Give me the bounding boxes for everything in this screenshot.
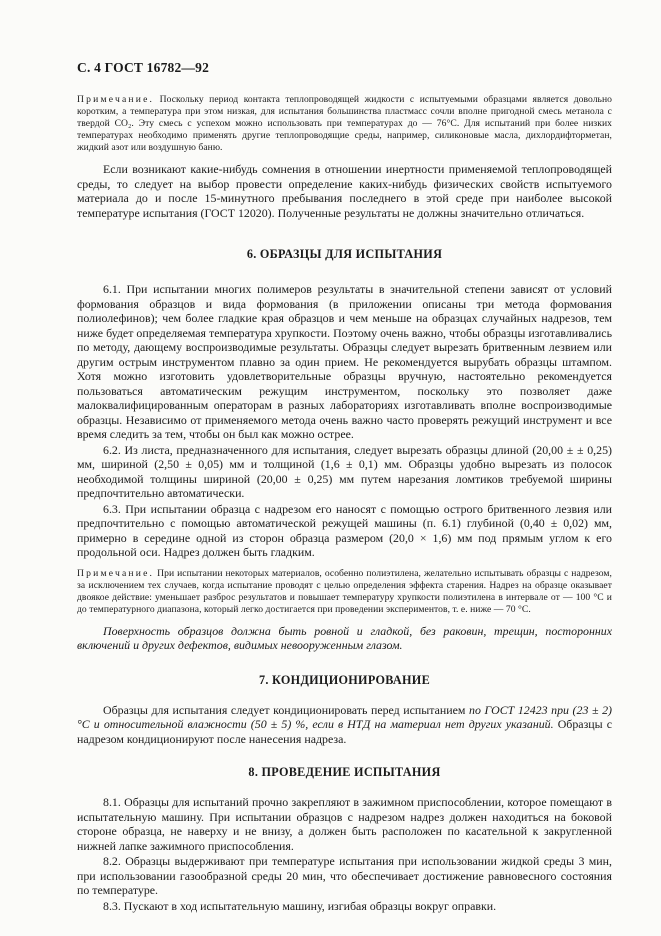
paragraph-inertness: Если возникают какие-нибудь сомнения в отношении инертности применяемой теплопроводящей среды, то следует на выбор провести определение каких-нибудь физических свойств испытуемого материала до и после 15-минутного пребывания последнего в этой среде при наиболее высокой температуре испытания (ГОСТ 12020). Полученные результаты не должны значительно отличаться. bbox=[77, 162, 612, 220]
section-8-heading: 8. ПРОВЕДЕНИЕ ИСПЫТАНИЯ bbox=[248, 765, 441, 779]
note-text: При испытании некоторых материалов, особенно полиэтилена, желательно испытывать образцы с надрезом, за исключением тех случаев, когда испытание проводят с целью определения эффекта старения. Надрез на образце оказывает двоякое действие: уменьшает разброс результатов и повышает температуру хрупкости полиэтилена в интервале от — 100 °С и до температурного диапазона, который легко достигается при проведении экспериментов, т. е. ниже — 70 °С. bbox=[77, 567, 612, 615]
paragraph-6-1: 6.1. При испытании многих полимеров результаты в значительной степени зависят от условий формования образцов и вида формования (в приложении описаны три метода формования полиолефинов); чем более гладкие края образцов и чем меньше на образцах случайных надрезов, тем ниже будет определяемая температура хрупкости. Поэтому очень важно, чтобы образцы изготавливались по методу, дающему воспроизводимые результаты. Образцы следует вырезать бритвенным лезвием или другим острым инструментом плавно за один прием. Не рекомендуется вырубать образцы штампом. Хотя можно изготовить удовлетворительные образцы вручную, настоятельно рекомендуется пользоваться автоматическим режущим инструментом, поскольку это позволяет даже малоквалифицированным операторам в разных лабораториях изготавливать вполне воспроизводимые образцы. Независимо от применяемого метода очень важно часто проверять режущий инструмент и все время следить за тем, чтобы он был как можно острее. bbox=[77, 282, 612, 441]
page-content bbox=[77, 94, 612, 913]
section-7-heading: 7. КОНДИЦИОНИРОВАНИЕ bbox=[258, 672, 431, 687]
text-standard-ref: по ГОСТ 12423 при (23 ± 2) °С и относительной влажности (50 ± 5) %, если в НТД на материал нет других указаний. bbox=[77, 702, 612, 731]
paragraph-7 bbox=[77, 703, 612, 747]
paragraph-6-3: 6.3. При испытании образца с надрезом его наносят с помощью острого бритвенного лезвия или предпочтительно с помощью автоматической режущей машины (п. 6.1) глубиной (0,40 ± 0,02) мм, примерно в середине одной из сторон образца размером (20,0 × 1,6) мм под прямым углом к его продольной оси. Надрез должен быть гладким. bbox=[77, 501, 612, 559]
note-notch bbox=[77, 568, 612, 616]
text-part: Образцы с надрезом кондиционируют после нанесения надреза. bbox=[77, 717, 613, 746]
text-part: Образцы для испытания следует кондиционировать перед испытанием bbox=[103, 702, 470, 717]
paragraph-surface: Поверхность образцов должна быть ровной и гладкой, без раковин, трещин, посторонних включений и других дефектов, видимых невооруженным глазом. bbox=[77, 623, 612, 652]
paragraph-8-2: 8.2. Образцы выдерживают при температуре испытания при использовании жидкой среды 3 мин, при использовании газообразной среды 20 мин, что обеспечивает достижение равновесного состояния по температуре. bbox=[77, 854, 612, 897]
note-text: Поскольку период контакта теплопроводящей жидкости с испытуемыми образцами является довольно коротким, а температура при этом низкая, для испытания большинства пластмасс сочли вполне пригодной смесь метанола с твердой CO₂. Эту смесь с успехом можно использовать при температурах до — 76°С. Для испытаний при более низких температурах необходимо применять другие теплопроводящие среды, например, силиконовые масла, дихлордифторметан, жидкий азот или воздушную баню. bbox=[77, 94, 612, 153]
page-header: С. 4 ГОСТ 16782—92 bbox=[77, 60, 210, 75]
paragraph-6-2: 6.2. Из листа, предназначенного для испытания, следует вырезать образцы длиной (20,00 ± ± 0,25) мм, шириной (2,50 ± 0,05) мм и толщиной (1,6 ± 0,1) мм. Образцы удобно вырезать из полосок необходимой толщины шириной (20,00 ± 0,25) мм путем нарезания ломтиков требуемой ширины предпочтительно автоматически. bbox=[77, 442, 612, 500]
note-label: Примечание. bbox=[77, 94, 155, 105]
section-6-heading: 6. ОБРАЗЦЫ ДЛЯ ИСПЫТАНИЯ bbox=[246, 247, 443, 261]
note-methanol bbox=[77, 94, 612, 154]
paragraph-8-1: 8.1. Образцы для испытаний прочно закрепляют в зажимном приспособлении, которое помещают в испытательную машину. При испытании образцов с надрезом надрез должен находиться на боковой стороне образца, не наверху и не внизу, а должен быть расположен по касательной к закругленной нижней лапке зажимного приспособления. bbox=[77, 795, 612, 853]
note-label: Примечание. bbox=[77, 567, 155, 579]
paragraph-8-3: 8.3. Пускают в ход испытательную машину, изгибая образцы вокруг оправки. bbox=[103, 898, 497, 913]
